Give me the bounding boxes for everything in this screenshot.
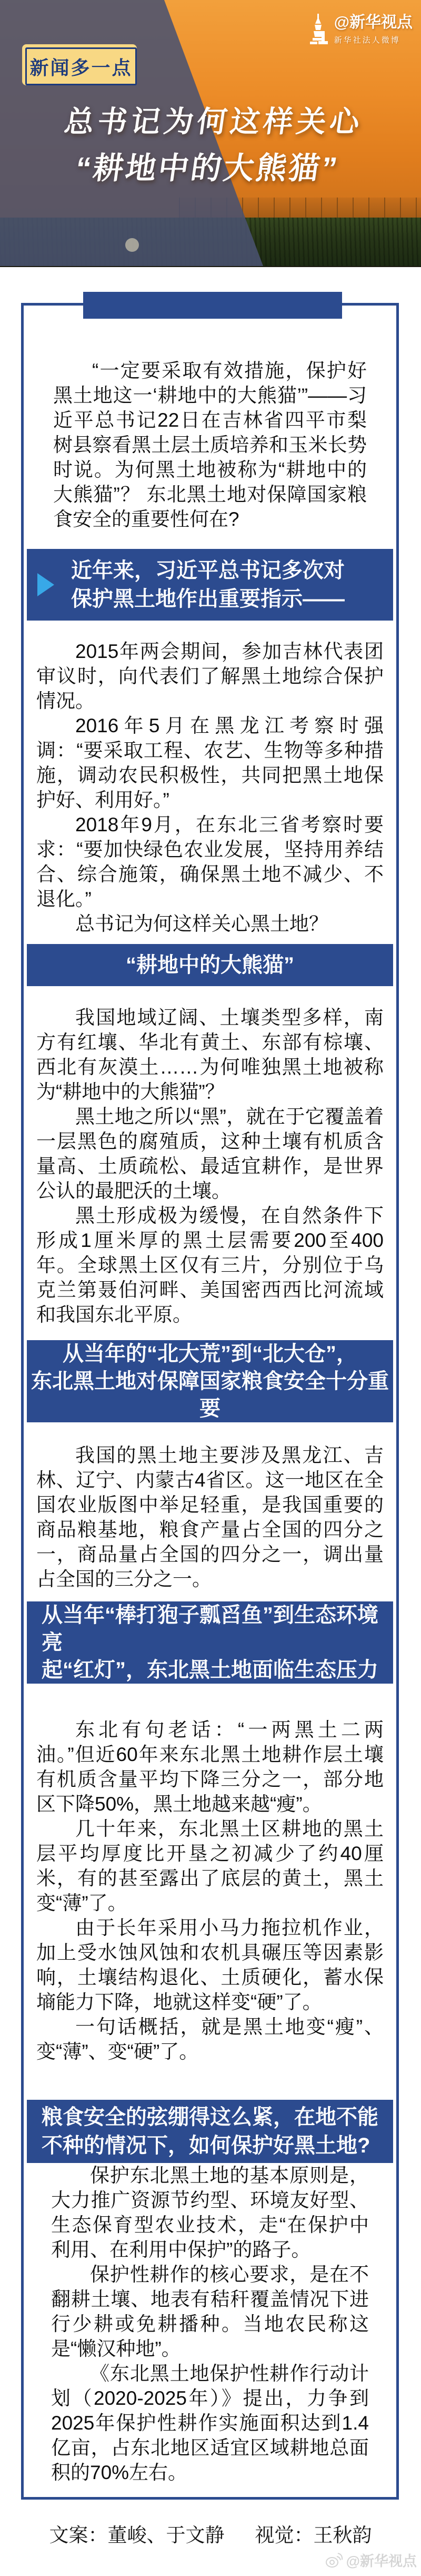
- section-heading-protect-line1: 粮食安全的弦绷得这么紧，在地不能: [42, 2106, 378, 2129]
- news-more-badge: [22, 44, 137, 85]
- badge-frame: [25, 47, 137, 85]
- banner-directives-line2: 保护黑土地作出重要指示——: [71, 587, 345, 611]
- paragraph: 《东北黑土地保护性耕作行动计划（2020-2025年）》提出，力争到2025年保护性耕作实施面积达到1.4亿亩，占东北地区适宜区域耕地总面积的70%左右。: [51, 2363, 369, 2483]
- header-photo: [0, 0, 421, 267]
- paragraph: 2018年9月，在东北三省考察时要求：“要加快绿色农业发展，坚持用养结合、综合施策，确保黑土地不减少、不退化。”: [36, 814, 384, 910]
- credits-line: [0, 2519, 421, 2548]
- title-line-1: 总书记为何这样关心: [62, 105, 366, 138]
- section-heading-granary: [27, 1340, 393, 1422]
- page-title: [0, 105, 421, 185]
- section-heading-panda-text: “耕地中的大熊猫”: [126, 953, 294, 977]
- logo-handle: @新华视点: [334, 14, 413, 31]
- paragraph: 保护性耕作的核心要求，是在不翻耕土壤、地表有秸秆覆盖情况下进行少耕或免耕播种。当地农民称这是“懒汉种地”。: [51, 2264, 369, 2359]
- weibo-watermark: [325, 2550, 417, 2570]
- credits-writers: 文案：董峻、于文静: [49, 2524, 225, 2546]
- section-heading-protect-line2: 不种的情况下，如何保护好黑土地?: [42, 2134, 370, 2157]
- paragraph: 保护东北黑土地的基本原则是，大力推广资源节约型、环境友好型、生态保育型农业技术，走“在保护中利用、在利用中保护”的路子。: [51, 2165, 369, 2260]
- section-heading-pressure-line2: 起“红灯”，东北黑土地面临生态压力: [42, 1658, 378, 1682]
- paragraph: 黑土地之所以“黑”，就在于它覆盖着一层黑色的腐殖质，这种土壤有机质含量高、土质疏松、最适宜耕作，是世界公认的最肥沃的土壤。: [36, 1106, 384, 1202]
- paragraph: 由于长年采用小马力拖拉机作业，加上受水蚀风蚀和农机具碾压等因素影响，土壤结构退化、土质硬化，蓄水保墒能力下降，地就这样变“硬”了。: [36, 1917, 384, 2013]
- badge-label: 新闻多一点: [29, 57, 133, 78]
- triangle-arrow-icon: [37, 573, 54, 596]
- section-heading-granary-line1: 从当年的“北大荒”到“北大仓”，: [63, 1342, 357, 1365]
- logo-text: [334, 14, 413, 45]
- paragraph: 我国地域辽阔、土壤类型多样，南方有红壤、华北有黄土、东部有棕壤、西北有灰漠土……为何唯独黑土地被称为“耕地中的大熊猫”？: [36, 1007, 384, 1103]
- watermark-text: @新华视点: [346, 2553, 417, 2569]
- paragraph: 一句话概括，就是黑土地变“瘦”、变“薄”、变“硬”了。: [36, 2016, 384, 2062]
- banner-directives-line1: 近年来，习近平总书记多次对: [71, 559, 345, 582]
- paragraph: 我国的黑土地主要涉及黑龙江、吉林、辽宁、内蒙古4省区。这一地区在全国农业版图中举足轻重，是我国重要的商品粮基地，粮食产量占全国的四分之一，商品量占全国的四分之一，调出量占全国的三分之一。: [36, 1444, 384, 1590]
- paragraph: 黑土形成极为缓慢，在自然条件下形成1厘米厚的黑土层需要200至400年。全球黑土区仅有三片，分别位于乌克兰第聂伯河畔、美国密西西比河流域和我国东北平原。: [36, 1205, 384, 1325]
- box-top-tab: [83, 292, 342, 319]
- section-heading-granary-line2: 东北黑土地对保障国家粮食安全十分重要: [31, 1370, 389, 1420]
- credits-visual: 视觉：王秋韵: [255, 2524, 372, 2546]
- paragraph: 2015年两会期间，参加吉林代表团审议时，向代表们了解黑土地综合保护情况。: [36, 641, 384, 712]
- paragraph: 东北有句老话：“一两黑土二两油。”但近60年来东北黑土地耕作层土壤有机质含量平均下降三分之一，部分地区下降50%，黑土地越来越“瘦”。: [36, 1719, 384, 1815]
- xinhua-logo: [307, 14, 413, 46]
- banner-directives: [27, 549, 393, 621]
- logo-subtitle: 新华社法人微博: [334, 36, 400, 45]
- paragraph: 总书记为何这样关心黑土地？: [75, 913, 328, 935]
- content-box: [21, 303, 399, 2500]
- title-line-2: “耕地中的大熊猫”: [73, 151, 342, 185]
- paragraph: 2016年5月在黑龙江考察时强调：“要采取工程、农艺、生物等多种措施，调动农民积极性，共同把黑土地保护好、利用好。”: [36, 715, 384, 811]
- weibo-eye-icon: [325, 2552, 343, 2568]
- paragraph: 几十年来，东北黑土区耕地的黑土层平均厚度比开垦之初减少了约40厘米，有的甚至露出了底层的黄土，黑土变“薄”了。: [36, 1818, 384, 1914]
- sun-disc: [125, 238, 139, 252]
- section-heading-protect: [27, 2100, 393, 2163]
- section-heading-pressure-line1: 从当年“棒打狍子瓢舀鱼”到生态环境亮: [42, 1604, 378, 1654]
- lead-quote: “一定要采取有效措施，保护好黑土地这一‘耕地中的大熊猫’”——习近平总书记22日在吉林省四平市梨树县察看黑土层土质培养和玉米长势时说。为何黑土地被称为“耕地中的大熊猫”？ 东北黑土地对保障国家粮食安全的重要性何在?: [53, 360, 367, 530]
- section-heading-pressure: [27, 1601, 393, 1684]
- section-heading-panda: [27, 944, 393, 986]
- pagoda-tower-icon: [307, 14, 330, 46]
